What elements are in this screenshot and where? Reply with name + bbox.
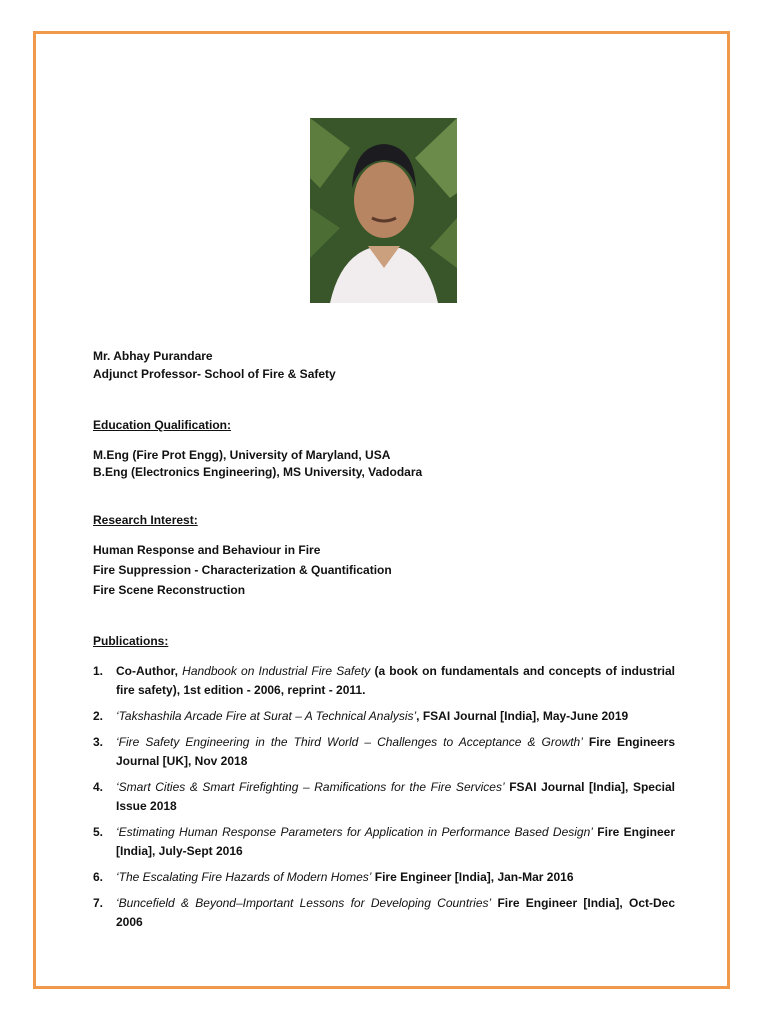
publication-number: 2. [93, 709, 104, 723]
publication-details: FSAI Journal [India], Special Issue 2018 [116, 780, 675, 813]
publication-details: Fire Engineer [India], Oct-Dec 2006 [116, 896, 676, 929]
publication-details: Fire Engineer [India], July-Sept 2016 [116, 825, 675, 858]
publication-title: Handbook on Industrial Fire Safety [182, 664, 371, 678]
publications-heading: Publications: [93, 634, 169, 648]
research-list [93, 540, 392, 600]
publication-number: 1. [93, 664, 104, 678]
education-item: B.Eng (Electronics Engineering), MS University, Vadodara [93, 465, 423, 479]
education-list [93, 447, 422, 481]
publication-title: ‘Fire Safety Engineering in the Third World – Challenges to Acceptance & Growth’ [116, 735, 583, 749]
publication-item [93, 733, 675, 771]
publication-title: ‘Estimating Human Response Parameters for Application in Performance Based Design’ [116, 825, 593, 839]
publication-number: 7. [93, 896, 104, 910]
research-heading: Research Interest: [93, 513, 198, 527]
publication-number: 4. [93, 780, 104, 794]
publication-number: 3. [93, 735, 104, 749]
education-item: M.Eng (Fire Prot Engg), University of Maryland, USA [93, 448, 391, 462]
publication-details: Fire Engineer [India], Jan-Mar 2016 [371, 870, 574, 884]
publication-item [93, 868, 675, 887]
publication-item [93, 823, 675, 861]
publication-item [93, 707, 675, 726]
publication-title: ‘Buncefield & Beyond–Important Lessons for Developing Countries’ [116, 896, 492, 910]
research-item: Fire Scene Reconstruction [93, 583, 246, 597]
publication-role: Co-Author, [116, 664, 183, 678]
publication-item [93, 894, 675, 932]
research-item: Human Response and Behaviour in Fire [93, 543, 321, 557]
person-name: Mr. Abhay Purandare [93, 349, 213, 363]
research-item: Fire Suppression - Characterization & Quantification [93, 563, 392, 577]
publication-item [93, 778, 675, 816]
education-heading: Education Qualification: [93, 418, 232, 432]
publication-number: 6. [93, 870, 104, 884]
publication-details: , FSAI Journal [India], May-June 2019 [416, 709, 629, 723]
publication-title: ‘The Escalating Fire Hazards of Modern Homes’ [116, 870, 372, 884]
profile-photo [310, 118, 457, 303]
publication-item [93, 662, 675, 700]
publication-number: 5. [93, 825, 104, 839]
publication-details: Fire Engineers Journal [UK], Nov 2018 [116, 735, 675, 768]
publication-title: ‘Takshashila Arcade Fire at Surat – A Technical Analysis’ [116, 709, 417, 723]
person-designation: Adjunct Professor- School of Fire & Safety [93, 367, 336, 381]
publication-details: (a book on fundamentals and concepts of industrial fire safety), 1st edition - 2006, reprint - 2011. [116, 664, 675, 697]
publications-list [93, 662, 675, 932]
publication-title: ‘Smart Cities & Smart Firefighting – Ramifications for the Fire Services’ [116, 780, 505, 794]
